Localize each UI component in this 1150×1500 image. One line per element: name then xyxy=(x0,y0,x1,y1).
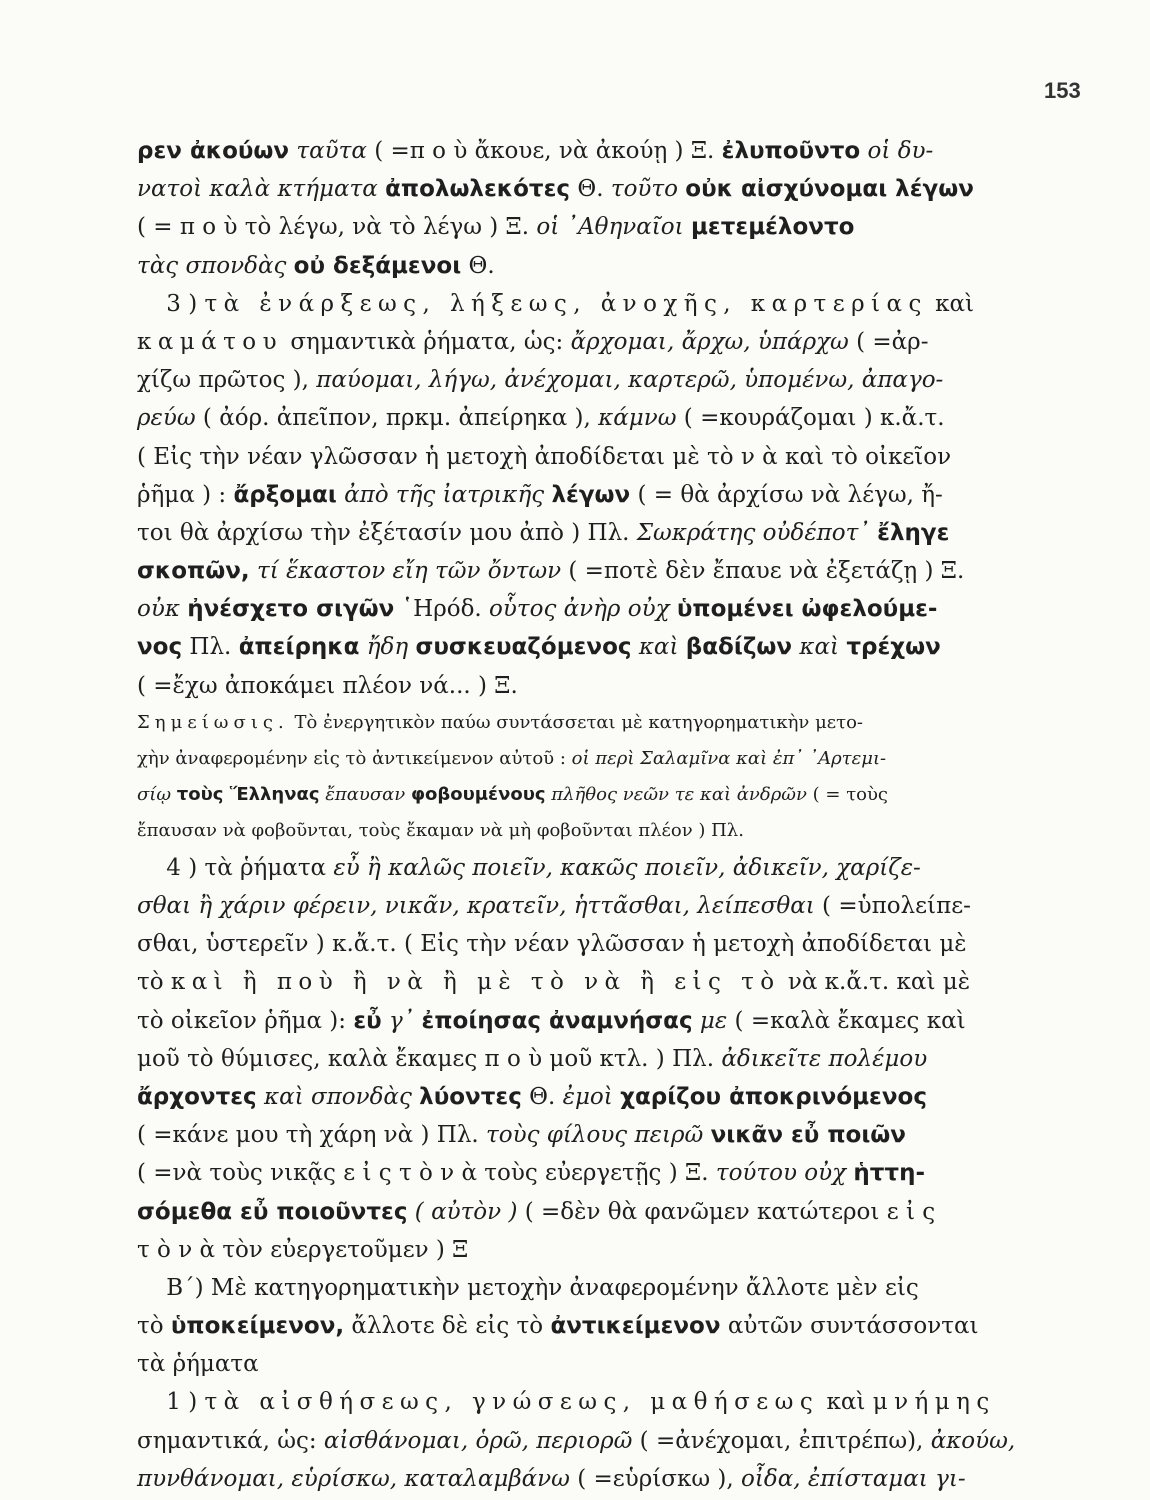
text-segment: ( =ὑπολείπε- xyxy=(814,893,971,919)
text-line xyxy=(137,667,985,705)
text-segment: ἀδικεῖτε πολέμου xyxy=(721,1045,928,1072)
text-line xyxy=(137,514,985,552)
text-segment: ἠνέσχετο σιγῶν xyxy=(187,596,395,623)
text-segment: ἐμοὶ xyxy=(562,1083,621,1110)
text-segment: ῾Ηρόδ. xyxy=(394,596,490,623)
text-segment: σθαι, ὑστερεῖν ) κ.ἄ.τ. ( Εἰς τὴν νέαν γλῶσσαν ἡ μετοχὴ ἀποδίδεται μὲ xyxy=(137,931,967,958)
text-segment: παύομαι, λήγω, ἀνέχομαι, καρτερῶ, ὑπομένω, ἀπαγο- xyxy=(316,367,944,394)
text-segment: ῥῆμα ) : xyxy=(137,481,234,508)
text-line xyxy=(137,323,985,361)
text-segment: τὰ ῥήματα xyxy=(137,1351,259,1378)
text-line xyxy=(137,590,985,628)
text-segment: Θ. xyxy=(461,252,495,279)
text-line xyxy=(137,247,985,285)
text-segment: ἄρξομαι xyxy=(233,481,337,508)
text-segment: τοῦτο xyxy=(610,176,686,203)
text-segment: ( αὐτὸν ) xyxy=(407,1198,518,1225)
text-segment: καὶ xyxy=(792,634,847,661)
text-segment: ( =π ο ὺ ἄκουε, νὰ ἀκούῃ ) Ξ. xyxy=(374,138,722,164)
text-line xyxy=(137,285,985,323)
text-segment: ( =δὲν θὰ φανῶμεν κατώτεροι ε ἰ ς xyxy=(517,1198,936,1225)
text-line xyxy=(137,1422,1016,1460)
text-line xyxy=(137,1154,985,1192)
text-segment: βαδίζων xyxy=(685,634,793,661)
text-line xyxy=(137,1231,985,1269)
text-segment: τοι θὰ ἀρχίσω τὴν ἐξέτασίν μου ἀπὸ ) Πλ. xyxy=(137,519,637,546)
text-segment: 3 ) xyxy=(137,290,205,317)
text-segment: νος xyxy=(137,634,183,661)
text-segment: ( = τοὺς xyxy=(806,783,889,805)
page-number: 153 xyxy=(1044,78,1081,103)
text-segment: οἱ ᾿Αθηναῖοι xyxy=(536,214,691,241)
text-segment: Τὸ ἐνεργητικὸν παύω συντάσσεται μὲ κατηγορηματικὴν μετο- xyxy=(288,711,863,733)
text-segment: ὑπομένει ὠφελούμε- xyxy=(676,596,938,623)
text-segment: κάμνω xyxy=(598,405,677,432)
text-segment: χὴν ἀναφερομένην εἰς τὸ ἀντικείμενον αὐτοῦ : xyxy=(137,747,572,769)
text-segment: ( =καλὰ ἔκαμες καὶ xyxy=(727,1007,966,1034)
text-line xyxy=(137,628,985,666)
text-line xyxy=(137,813,985,849)
text-line xyxy=(137,963,985,1001)
text-segment: νὰ κ.ἄ.τ. καὶ μὲ xyxy=(780,969,971,996)
text-segment: τοὺς Ἕλληνας xyxy=(176,783,320,805)
text-line xyxy=(137,849,985,887)
text-segment: ἐλυποῦντο xyxy=(721,138,861,164)
text-segment: Β΄) Μὲ κατηγορηματικὴν μετοχὴν ἀναφερομένην ἄλλοτε μὲν εἰς xyxy=(137,1274,919,1301)
text-segment: πυνθάνομαι, εὑρίσκω, καταλαμβάνω xyxy=(137,1465,570,1492)
text-segment: ἀπείρηκα xyxy=(238,634,360,661)
text-segment: ἄρχοντες xyxy=(137,1083,257,1110)
text-segment: οἱ περὶ Σαλαμῖνα καὶ ἐπ᾿ ᾿Αρτεμι- xyxy=(571,747,887,769)
text-segment: οἶδα, ἐπίσταμαι γι- xyxy=(740,1465,966,1492)
text-line xyxy=(137,1193,985,1231)
text-segment: ἀπὸ τῆς ἰατρικῆς xyxy=(336,481,552,508)
text-segment: καὶ xyxy=(631,634,686,661)
text-segment: τὰ ἐνάρξεως, λήξεως, ἀνοχῆς, καρτερίας xyxy=(204,290,928,317)
text-line xyxy=(137,1307,985,1345)
text-segment: νατοὶ καλὰ κτήματα xyxy=(137,176,386,203)
text-segment: λύοντες xyxy=(419,1083,522,1110)
text-line xyxy=(137,705,985,741)
text-line xyxy=(137,1002,985,1040)
text-segment: ἀπολωλεκότες xyxy=(385,176,571,203)
text-segment: σημαντικὰ ῥήματα, ὡς: xyxy=(283,328,571,355)
text-segment: ( = π ο ὺ τὸ λέγω, νὰ τὸ λέγω ) Ξ. xyxy=(137,214,537,241)
text-line xyxy=(137,1269,985,1307)
text-line xyxy=(137,132,985,170)
text-segment: τ ὸ ν ὰ τὸν εὐεργετοῦμεν ) Ξ xyxy=(137,1236,469,1263)
text-line xyxy=(137,1078,985,1116)
text-segment: ( =νὰ τοὺς νικᾷς ε ἰ ς τ ὸ ν ὰ τοὺς εὐεργετῇς ) Ξ. xyxy=(137,1160,716,1187)
text-line xyxy=(137,476,985,514)
text-segment: σόμεθα εὖ ποιοῦντες xyxy=(137,1198,408,1225)
text-segment: με xyxy=(692,1007,728,1034)
text-segment: σίῳ xyxy=(137,783,177,805)
text-segment: ( =εὑρίσκω ), xyxy=(569,1465,741,1492)
text-line xyxy=(137,1116,985,1154)
text-line xyxy=(137,741,985,777)
text-segment: τί ἕκαστον εἴη τῶν ὄντων xyxy=(249,558,562,585)
text-segment: Πλ. xyxy=(182,634,239,661)
text-segment: οὐκ xyxy=(137,596,188,623)
text-segment: καὶ xyxy=(927,290,975,317)
text-segment: ἔπαυσαν νὰ φοβοῦνται, τοὺς ἔκαμαν νὰ μὴ φοβοῦνται πλέον ) Πλ. xyxy=(137,819,744,841)
text-segment: οὐ δεξάμενοι xyxy=(293,252,462,279)
text-segment: οὐκ αἰσχύνομαι λέγων xyxy=(685,176,974,203)
text-segment: ( =κουράζομαι ) κ.ἄ.τ. xyxy=(676,405,945,432)
text-segment: τὸ xyxy=(137,1313,171,1340)
text-segment: χαρίζου ἀποκρινόμενος xyxy=(620,1083,927,1110)
text-line xyxy=(137,1383,996,1421)
text-line xyxy=(137,399,985,437)
text-segment: ἐποίησας ἀναμνήσας xyxy=(421,1007,693,1034)
text-segment: εὖ xyxy=(353,1007,382,1034)
text-segment: εὖ ἢ καλῶς ποιεῖν, κακῶς ποιεῖν, ἀδικεῖν, χαρίζε- xyxy=(333,854,921,881)
text-segment: καὶ σπονδὰς xyxy=(256,1083,420,1110)
text-segment: ( = θὰ ἀρχίσω νὰ λέγω, ἤ- xyxy=(630,481,943,508)
text-segment: νικᾶν εὖ ποιῶν xyxy=(710,1122,906,1149)
text-segment: ( =ἔχω ἀποκάμει πλέον νά... ) Ξ. xyxy=(137,672,518,699)
text-segment: τὸ οἰκεῖον ῥῆμα ): xyxy=(137,1007,354,1034)
text-segment: συσκευαζόμενος xyxy=(415,634,632,661)
text-segment: αὐτῶν συντάσσονται xyxy=(720,1313,979,1340)
text-segment: ἤδη xyxy=(359,634,416,661)
text-segment: ( =ἀνέχομαι, ἐπιτρέπω), xyxy=(632,1427,931,1454)
text-segment: ταῦτα xyxy=(289,138,375,164)
text-segment: ἡττη- xyxy=(853,1160,925,1187)
text-segment: ρεν ἀκούων xyxy=(137,138,290,164)
text-segment: τὰς σπονδὰς xyxy=(137,252,294,279)
text-segment: Θ. xyxy=(521,1083,563,1110)
text-line xyxy=(137,170,985,208)
text-segment: αἰσθάνομαι, ὁρῶ, περιορῶ xyxy=(323,1427,633,1454)
text-segment: ( =ποτὲ δὲν ἔπαυε νὰ ἐξετάζῃ ) Ξ. xyxy=(561,558,965,585)
text-line xyxy=(137,552,985,590)
text-line xyxy=(137,208,985,246)
text-segment: ὑποκείμενον, xyxy=(170,1313,345,1340)
text-segment: τοὺς φίλους πειρῶ xyxy=(486,1122,711,1149)
text-segment: σθαι ἢ χάριν φέρειν, νικᾶν, κρατεῖν, ἡττᾶσθαι, λείπεσθαι xyxy=(137,893,815,919)
text-segment: καμάτου xyxy=(137,328,284,355)
text-segment: οἱ δυ- xyxy=(860,138,934,164)
text-line xyxy=(137,361,985,399)
text-line xyxy=(137,1345,985,1383)
text-segment: φοβουμένους xyxy=(410,783,546,805)
text-segment: καὶ ἢ ποὺ ἢ νὰ ἢ μὲ τὸ νὰ ἢ εἰς τὸ xyxy=(170,969,781,996)
body-text xyxy=(137,132,1016,1498)
text-line xyxy=(137,1460,985,1498)
text-segment: τὰ αἰσθήσεως, γνώσεως, μαθήσεως xyxy=(204,1389,820,1416)
text-segment: χίζω πρῶτος ), xyxy=(137,367,317,394)
text-segment: Σημείωσις. xyxy=(137,711,289,733)
text-line xyxy=(137,777,985,813)
text-segment: μετεμέλοντο xyxy=(690,214,855,241)
text-line xyxy=(137,1040,985,1078)
text-line xyxy=(137,438,985,476)
text-segment: ἀντικείμενον xyxy=(550,1313,721,1340)
text-segment: μνήμης xyxy=(872,1389,996,1416)
text-segment: ( =ἀρ- xyxy=(848,328,929,355)
text-segment: Σωκράτης οὐδέποτ᾿ xyxy=(636,519,878,546)
text-segment: ρεύω xyxy=(137,405,196,432)
text-segment: ἄρχομαι, ἄρχω, ὑπάρχω xyxy=(570,328,849,355)
text-segment: τούτου οὐχ xyxy=(715,1160,854,1187)
text-line xyxy=(137,925,985,963)
text-segment: γ᾿ xyxy=(381,1007,422,1034)
text-segment: τὸ xyxy=(137,969,171,996)
text-segment: λέγων xyxy=(551,481,631,508)
text-segment: ἔληγε xyxy=(877,519,950,546)
text-segment: καὶ xyxy=(819,1389,873,1416)
text-segment: μοῦ τὸ θύμισες, καλὰ ἔκαμες π ο ὺ μοῦ κτλ. ) Πλ. xyxy=(137,1045,722,1072)
text-segment: ἔπαυσαν xyxy=(319,783,411,805)
text-segment: ἀκούω, xyxy=(930,1427,1016,1454)
text-segment: ( =κάνε μου τὴ χάρη νὰ ) Πλ. xyxy=(137,1122,487,1149)
text-segment: πλῆθος νεῶν τε καὶ ἀνδρῶν xyxy=(545,783,807,805)
text-segment: οὗτος ἀνὴρ οὐχ xyxy=(489,596,677,623)
text-segment: 1 ) xyxy=(137,1389,205,1416)
text-segment: 4 ) τὰ ῥήματα xyxy=(137,854,334,881)
text-segment: ( Εἰς τὴν νέαν γλῶσσαν ἡ μετοχὴ ἀποδίδεται μὲ τὸ ν ὰ καὶ τὸ οἰκεῖον xyxy=(137,443,952,470)
text-segment: Θ. xyxy=(570,176,611,203)
text-segment: σκοπῶν, xyxy=(137,558,250,585)
text-line xyxy=(137,887,985,925)
text-segment: ἄλλοτε δὲ εἰς τὸ xyxy=(344,1313,551,1340)
text-segment: τρέχων xyxy=(846,634,941,661)
text-segment: ( ἀόρ. ἀπεῖπον, πρκμ. ἀπείρηκα ), xyxy=(195,405,599,432)
text-segment: σημαντικά, ὡς: xyxy=(137,1427,324,1454)
